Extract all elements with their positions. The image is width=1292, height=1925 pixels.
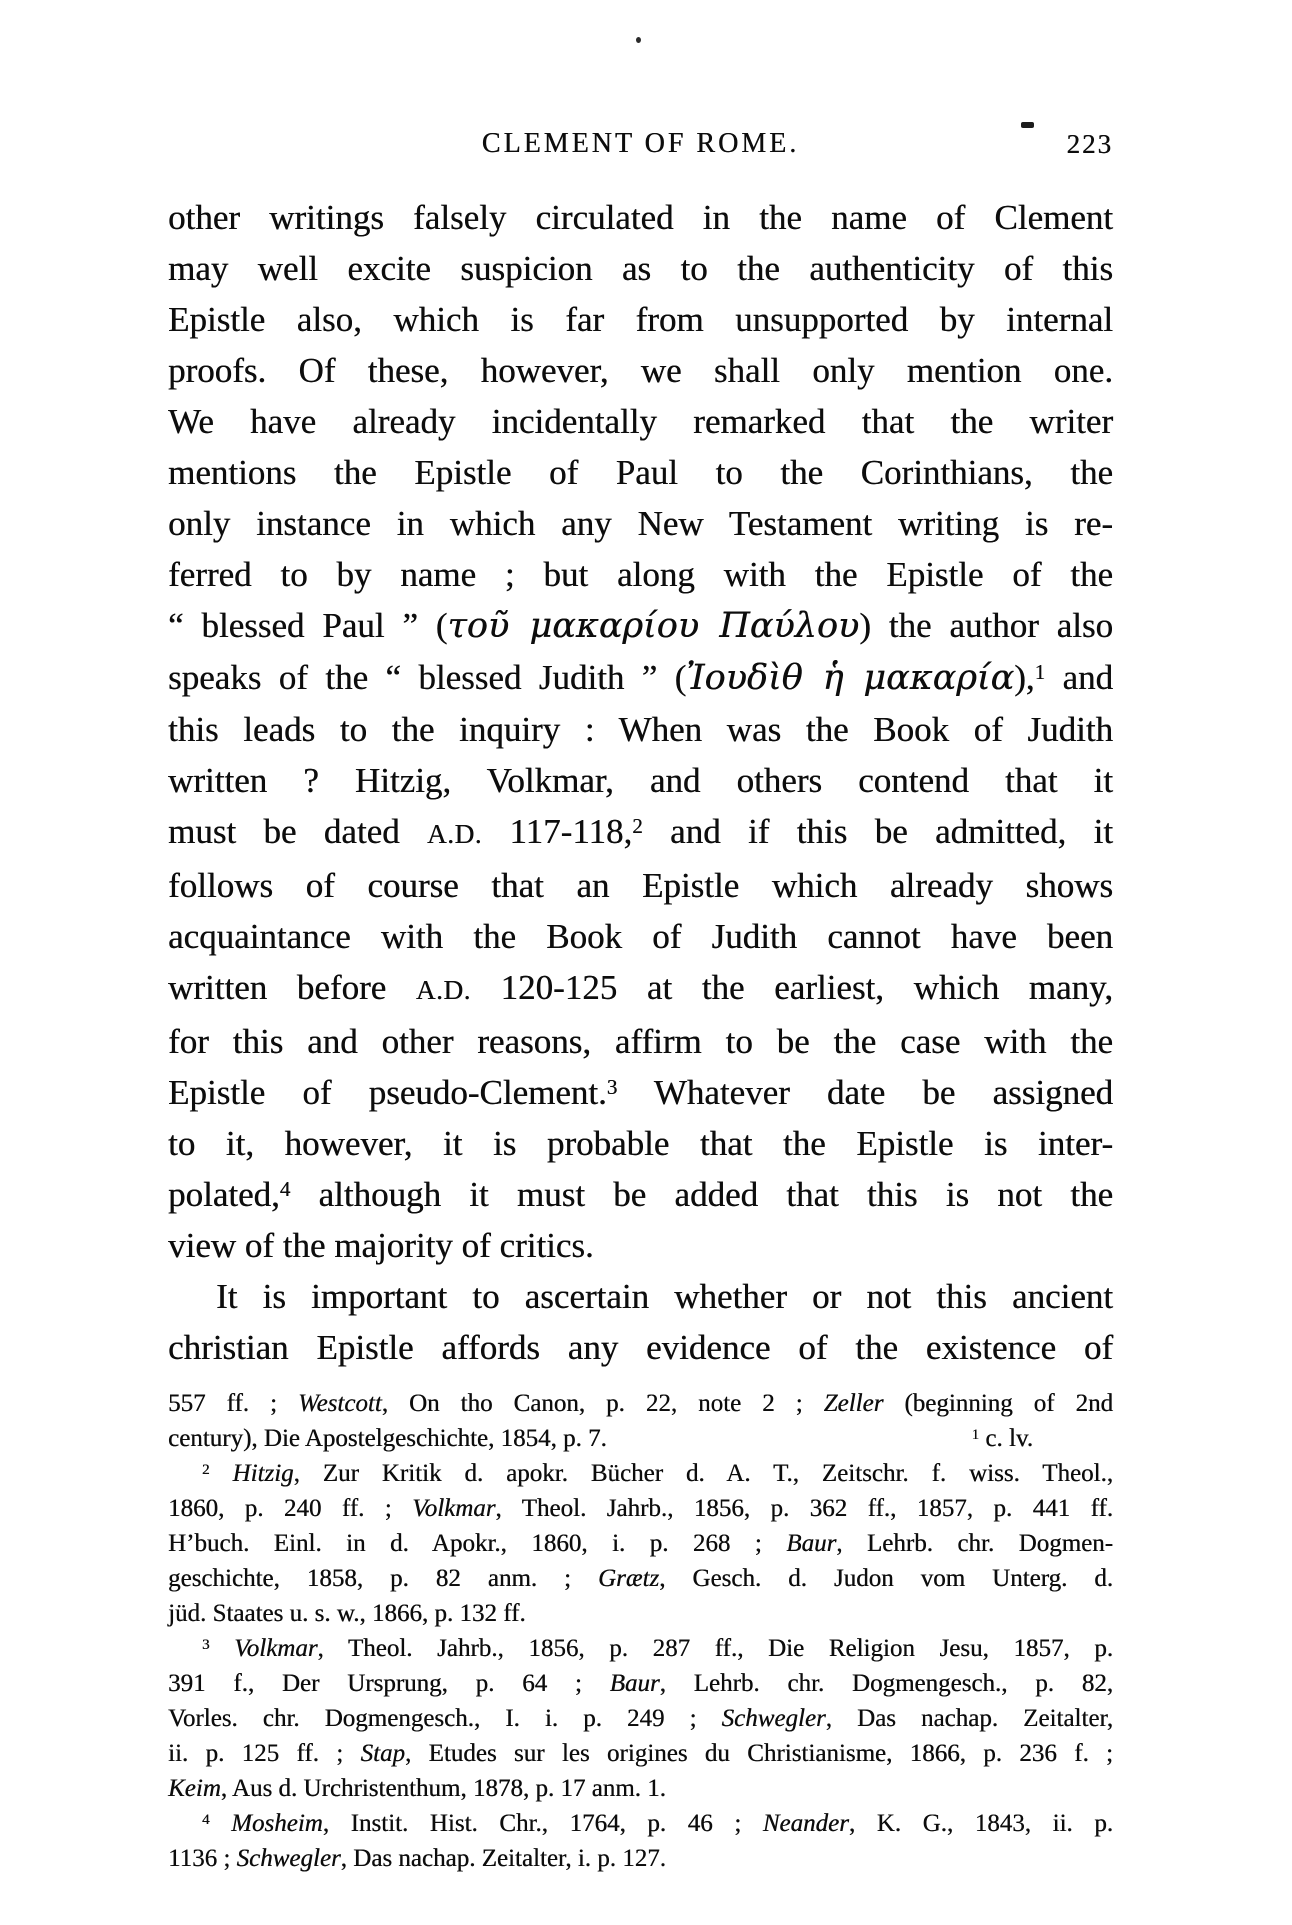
text-segment: , Gesch. d. Judon vom Unterg. d. (659, 1565, 1114, 1592)
text-line (168, 1736, 1113, 1771)
text-segment: 117-118, (482, 812, 633, 851)
text-line (168, 498, 1113, 549)
footnotes (168, 1386, 1113, 1876)
text-segment: must be dated (168, 812, 427, 851)
text-line (168, 1701, 1113, 1736)
text-segment: to it, however, it is probable that the Epistle is inter- (168, 1124, 1113, 1163)
text-segment: jüd. Staates u. s. w., 1866, p. 132 ff. (168, 1600, 526, 1627)
text-segment: Whatever date be assigned (617, 1073, 1114, 1112)
page-number: 223 (1066, 129, 1113, 159)
text-segment: only instance in which any New Testament writing is re- (168, 504, 1113, 543)
text-segment: , Lehrb. chr. Dogmengesch., p. 82, (659, 1670, 1113, 1697)
text-segment: , Theol. Jahrb., 1856, p. 287 ff., Die Religion Jesu, 1857, p. (317, 1635, 1113, 1662)
footnote-marker: 1 (1034, 659, 1046, 684)
text-segment: ), (1014, 658, 1035, 697)
text-segment: 1860, p. 240 ff. ; (168, 1495, 413, 1522)
footnote-marker: 4 (279, 1176, 291, 1201)
text-segment: (beginning of 2nd (883, 1390, 1114, 1417)
text-segment: ) the author also (859, 606, 1114, 645)
italic-text: Volkmar (234, 1635, 318, 1662)
text-segment: , Lehrb. chr. Dogmen- (836, 1530, 1113, 1557)
text-segment: A.D. (426, 819, 483, 849)
text-segment: Vorles. chr. Dogmengesch., I. i. p. 249 ; (168, 1705, 722, 1732)
text-segment: H’buch. Einl. in d. Apokr., 1860, i. p. 268 ; (168, 1530, 787, 1557)
italic-text: Neander (762, 1810, 849, 1837)
italic-text: Grætz (598, 1565, 660, 1592)
text-segment (210, 1460, 233, 1487)
text-segment: follows of course that an Epistle which already shows (168, 866, 1113, 905)
footnote-marker: 1 (971, 1426, 980, 1443)
text-segment: this leads to the inquiry : When was the Book of Judith (168, 710, 1113, 749)
page-title: CLEMENT OF ROME. (481, 128, 800, 159)
text-line (168, 1841, 1113, 1876)
text-segment: It is important to ascertain whether or not this ancient (216, 1277, 1113, 1316)
footnote-marker: 2 (632, 813, 643, 838)
text-segment: We have already incidentally remarked that the writer (168, 402, 1113, 441)
text-line (168, 1386, 1113, 1421)
text-line (168, 549, 1113, 600)
footnote-marker: 2 (202, 1461, 210, 1478)
text-line (168, 1771, 1113, 1806)
text-segment: , Das nachap. Zeitalter, (825, 1705, 1113, 1732)
text-line (168, 1421, 1113, 1456)
text-line (168, 1220, 1113, 1271)
text-segment: acquaintance with the Book of Judith cannot have been (168, 917, 1113, 956)
italic-text: Keim (168, 1775, 221, 1802)
text-segment: proofs. Of these, however, we shall only mention one. (168, 351, 1113, 390)
scan-artifact (636, 37, 641, 43)
footnote-marker: 4 (202, 1811, 210, 1828)
text-segment: Epistle also, which is far from unsupported by internal (168, 300, 1113, 339)
italic-text: Baur (609, 1670, 660, 1697)
footnote-right-text (972, 1421, 1113, 1456)
text-line (168, 1271, 1113, 1322)
text-line (168, 1666, 1113, 1701)
greek-text: Ἰουδὶθ ἡ μακαρία (686, 658, 1015, 698)
text-segment: century), Die Apostelgeschichte, 1854, p. 7. (168, 1425, 607, 1452)
running-header (168, 128, 1113, 170)
text-line (168, 1596, 1113, 1631)
text-line (168, 1491, 1113, 1526)
text-segment: speaks of the “ blessed Judith ” ( (168, 658, 687, 697)
text-segment: christian Epistle affords any evidence of the existence of (168, 1328, 1113, 1367)
text-segment: , Theol. Jahrb., 1856, p. 362 ff., 1857, p. 441 ff. (495, 1495, 1113, 1522)
text-segment: ferred to by name ; but along with the Epistle of the (168, 555, 1113, 594)
text-segment (210, 1635, 235, 1662)
text-line (168, 1806, 1113, 1841)
text-segment: and if this be admitted, it (642, 812, 1113, 851)
text-line (168, 962, 1113, 1016)
text-line (168, 911, 1113, 962)
italic-text: Mosheim (231, 1810, 323, 1837)
text-segment: A.D. (415, 975, 471, 1005)
text-line (168, 1526, 1113, 1561)
body-text (168, 192, 1113, 1373)
italic-text: Hitzig (232, 1460, 294, 1487)
italic-text: Baur (786, 1530, 837, 1557)
text-line (168, 704, 1113, 755)
italic-text: Schwegler (721, 1705, 826, 1732)
text-segment: c. lv. (979, 1425, 1033, 1452)
footnote-marker: 3 (202, 1636, 210, 1653)
italic-text: Westcott (297, 1390, 382, 1417)
text-segment: geschichte, 1858, p. 82 anm. ; (168, 1565, 598, 1592)
text-line (168, 860, 1113, 911)
text-line (168, 755, 1113, 806)
text-line (168, 806, 1113, 860)
text-segment: “ blessed Paul ” ( (168, 606, 448, 645)
text-line (168, 1016, 1113, 1067)
text-line (168, 1456, 1113, 1491)
text-line (168, 294, 1113, 345)
text-line (168, 652, 1113, 704)
text-segment: , Instit. Hist. Chr., 1764, p. 46 ; (322, 1810, 763, 1837)
text-line (168, 1067, 1113, 1118)
text-segment: for this and other reasons, affirm to be the case with the (168, 1022, 1113, 1061)
text-line (168, 1561, 1113, 1596)
text-line (168, 1631, 1113, 1666)
text-segment: other writings falsely circulated in the name of Clement (168, 198, 1113, 237)
text-segment: , On tho Canon, p. 22, note 2 ; (381, 1390, 824, 1417)
text-segment: 120-125 at the earliest, which many, (470, 968, 1113, 1007)
text-segment: polated, (168, 1175, 280, 1214)
text-segment: 557 ff. ; (168, 1390, 298, 1417)
text-line (168, 1169, 1113, 1220)
greek-text: τοῦ μακαρίου Παύλου (447, 606, 860, 646)
text-segment: view of the majority of critics. (168, 1226, 594, 1265)
text-line (168, 396, 1113, 447)
text-segment: 391 f., Der Ursprung, p. 64 ; (168, 1670, 610, 1697)
italic-text: Stap (360, 1740, 405, 1767)
text-segment: , K. G., 1843, ii. p. (848, 1810, 1113, 1837)
footnote-left-text (168, 1421, 607, 1456)
text-segment: written ? Hitzig, Volkmar, and others contend that it (168, 761, 1113, 800)
text-segment: although it must be added that this is not the (290, 1175, 1113, 1214)
text-line (168, 447, 1113, 498)
text-line (168, 192, 1113, 243)
text-line (168, 1322, 1113, 1373)
italic-text: Zeller (823, 1390, 884, 1417)
text-segment: , Zur Kritik d. apokr. Bücher d. A. T., Zeitschr. f. wiss. Theol., (293, 1460, 1113, 1487)
text-segment: may well excite suspicion as to the authenticity of this (168, 249, 1113, 288)
text-segment (210, 1810, 232, 1837)
text-segment: , Etudes sur les origines du Christianisme, 1866, p. 236 f. ; (404, 1740, 1114, 1767)
text-segment: mentions the Epistle of Paul to the Corinthians, the (168, 453, 1113, 492)
text-segment: and (1045, 658, 1113, 697)
text-segment: ii. p. 125 ff. ; (168, 1740, 361, 1767)
text-line (168, 345, 1113, 396)
footnote-marker: 3 (606, 1074, 618, 1099)
text-line (168, 243, 1113, 294)
text-line (168, 1118, 1113, 1169)
text-segment: , Das nachap. Zeitalter, i. p. 127. (340, 1845, 666, 1872)
text-segment: , Aus d. Urchristenthum, 1878, p. 17 anm. 1. (220, 1775, 666, 1802)
text-segment: 1136 ; (168, 1845, 237, 1872)
text-segment: written before (168, 968, 416, 1007)
text-line (168, 600, 1113, 652)
italic-text: Schwegler (236, 1845, 341, 1872)
text-segment: Epistle of pseudo-Clement. (168, 1073, 607, 1112)
italic-text: Volkmar (412, 1495, 496, 1522)
